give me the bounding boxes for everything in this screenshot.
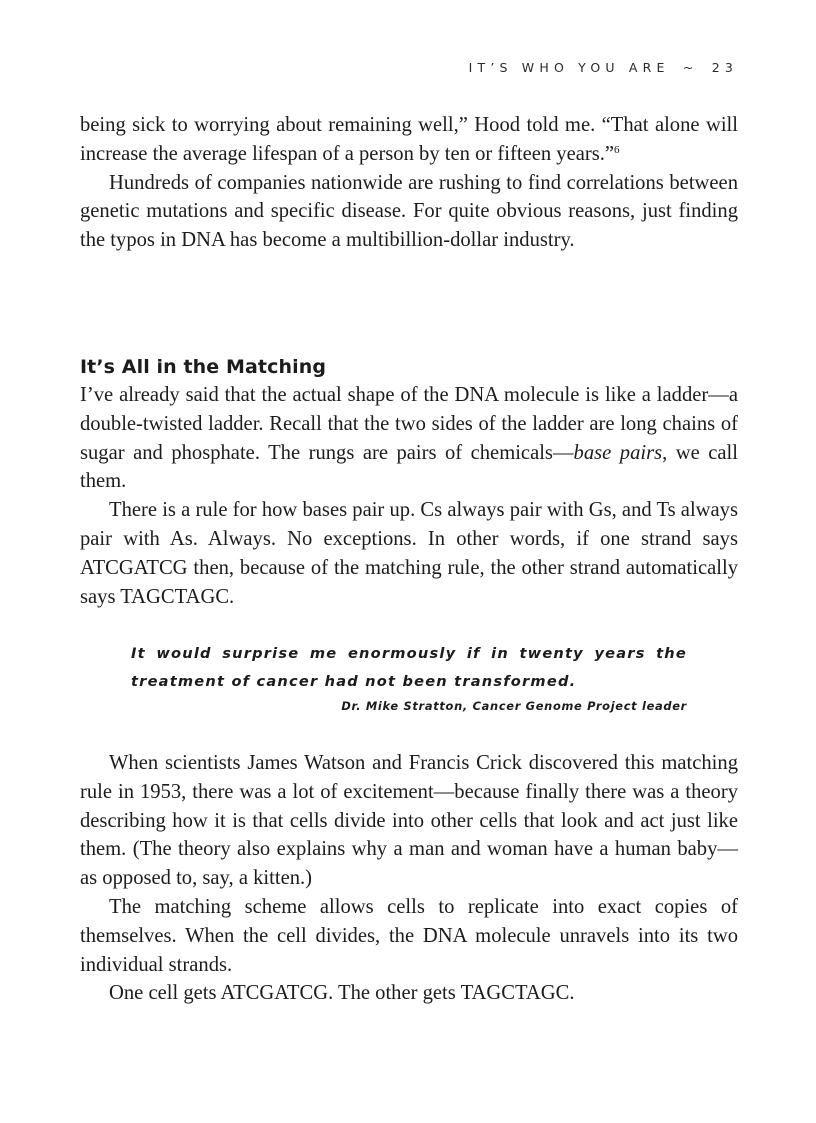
section-text — [80, 381, 738, 611]
running-head-title: IT’S WHO YOU ARE — [468, 60, 670, 75]
quote-attribution: Dr. Mike Stratton, Cancer Genome Project leader — [341, 699, 687, 713]
running-head-separator: ~ — [682, 60, 699, 75]
page-number: 23 — [711, 60, 738, 75]
closing-text — [80, 749, 738, 1008]
paragraph-text-end: , we call them. — [80, 441, 738, 493]
paragraph-text: being sick to worrying about remaining well,” Hood told me. “That alone will increase the average lifespan of a person by ten or fifteen years.” — [80, 114, 738, 165]
paragraph: The matching scheme allows cells to replicate into exact copies of themselves. When the cell divides, the DNA molecule unravels into its two individual strands. — [80, 895, 738, 976]
running-head — [469, 60, 738, 75]
paragraph: When scientists James Watson and Francis Crick discovered this matching rule in 1953, there was a lot of excitement—because finally there was a theory describing how it is that cells divide into other cells that look and act just like them. (The theory also explains why a man and woman have a human baby—as opposed to, say, a kitten.) — [80, 752, 738, 890]
footnote-marker: 6 — [614, 143, 620, 156]
pull-quote — [131, 640, 687, 715]
section-heading: It’s All in the Matching — [80, 356, 327, 378]
paragraph — [80, 381, 738, 496]
paragraph — [80, 111, 738, 169]
italic-term: base pairs — [573, 441, 663, 464]
opening-text — [80, 111, 738, 255]
paragraph-text-start: I’ve already said that the actual shape of the DNA molecule is like a ladder—a double-twisted ladder. Recall that the two sides of the ladder are long chains of sugar and phosphate. The rungs are pairs of chemicals— — [80, 384, 738, 464]
quote-text: It would surprise me enormously if in twenty years the treatment of cancer had not been transformed. — [131, 645, 687, 690]
paragraph: One cell gets ATCGATCG. The other gets TAGCTAGC. — [109, 982, 575, 1005]
paragraph: Hundreds of companies nationwide are rushing to find correlations between genetic mutations and specific disease. For quite obvious reasons, just finding the typos in DNA has become a multibillion-dollar industry. — [80, 171, 738, 252]
paragraph: There is a rule for how bases pair up. Cs always pair with Gs, and Ts always pair with As. Always. No exceptions. In other words, if one strand says ATCGATCG then, because of the matching rule, the other strand automatically says TAGCTAGC. — [80, 499, 738, 608]
